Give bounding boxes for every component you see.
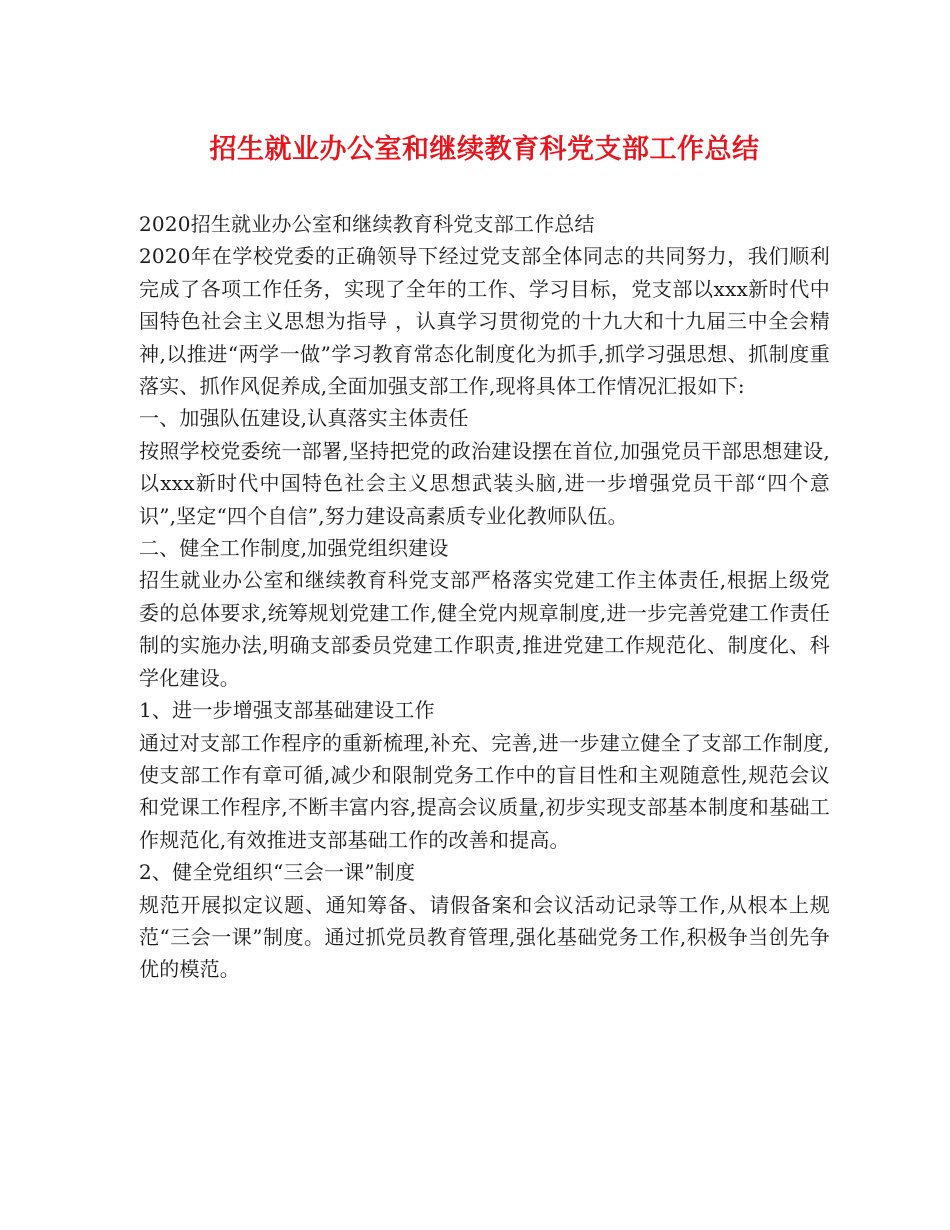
document-title: 招生就业办公室和继续教育科党支部工作总结 (209, 134, 760, 165)
intro-paragraph: 2020年在学校党委的正确领导下经过党支部全体同志的共同努力，我们顺利完成了各项工作任务，实现了全年的工作、学习目标，党支部以xxx新时代中国特色社会主义思想为指导 ，认真学习贯彻党的十九大和十九届三中全会精神,以推进“两学一做”学习教育常态化制度化为抓手,抓学习强思想、抓制度重落实、抓作风促养成,全面加强支部工作,现将具体工作情况汇报如下: (139, 244, 830, 399)
subsection-heading-2: 2、健全党组织“三会一课”制度 (139, 860, 416, 885)
subtitle-line: 2020招生就业办公室和继续教育科党支部工作总结 (139, 212, 595, 236)
document-body (139, 208, 830, 986)
section-paragraph-2: 招生就业办公室和继续教育科党支部严格落实党建工作主体责任,根据上级党委的总体要求,统筹规划党建工作,健全党内规章制度,进一步完善党建工作责任制的实施办法,明确支部委员党建工作职责,推进党建工作规范化、制度化、科学化建设。 (139, 568, 830, 690)
subsection-paragraph-1: 通过对支部工作程序的重新梳理,补充、完善,进一步建立健全了支部工作制度,使支部工作有章可循,减少和限制党务工作中的盲目性和主观随意性,规范会议和党课工作程序,不断丰富内容,提高会议质量,初步实现支部基本制度和基础工作规范化,有效推进支部基础工作的改善和提高。 (139, 730, 830, 852)
section-heading-1: 一、加强队伍建设,认真落实主体责任 (139, 406, 469, 431)
section-paragraph-1: 按照学校党委统一部署,坚持把党的政治建设摆在首位,加强党员干部思想建设,以xxx新时代中国特色社会主义思想武装头脑,进一步增强党员干部“四个意识”,坚定“四个自信”,努力建设高素质专业化教师队伍。 (139, 438, 830, 528)
subsection-paragraph-2: 规范开展拟定议题、通知筹备、请假备案和会议活动记录等工作,从根本上规范“三会一课”制度。通过抓党员教育管理,强化基础党务工作,积极争当创先争优的模范。 (139, 892, 830, 982)
section-heading-2: 二、健全工作制度,加强党组织建设 (139, 536, 449, 561)
subsection-heading-1: 1、进一步增强支部基础建设工作 (139, 698, 435, 723)
